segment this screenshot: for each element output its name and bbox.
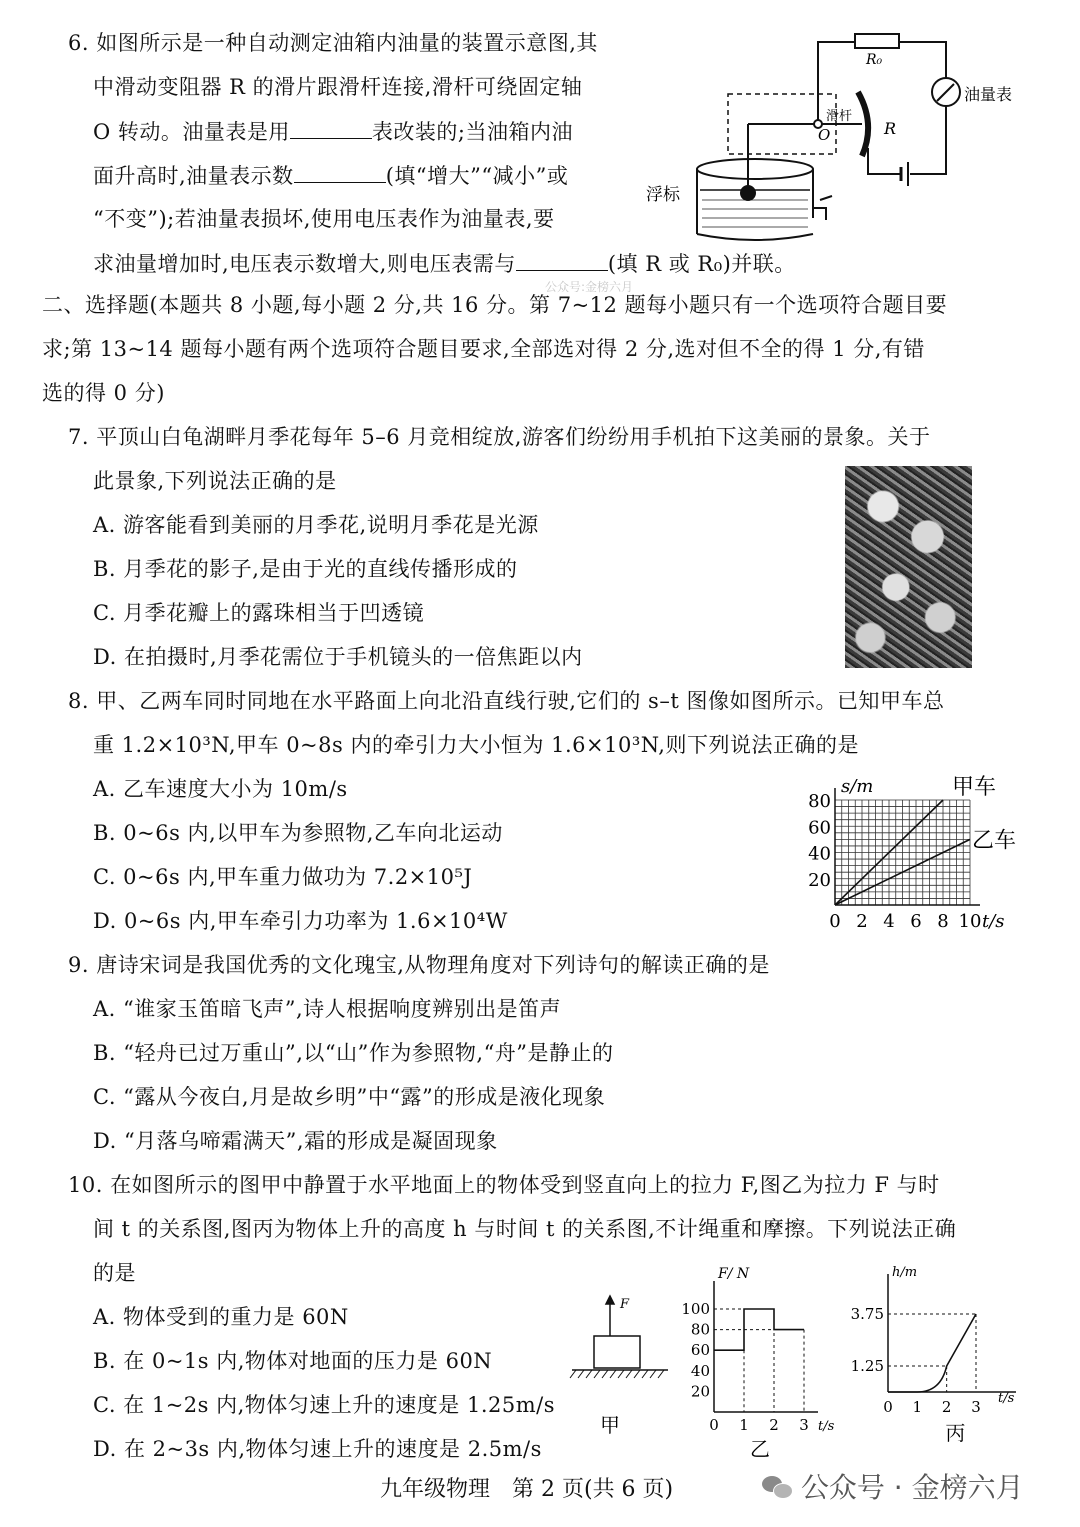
q6-line-3: O 转动。油量表是用 表改装的;当油箱内油: [93, 116, 573, 147]
x-tick-label: 2: [769, 1416, 779, 1434]
q8-option-a: A. 乙车速度大小为 10m/s: [93, 777, 348, 801]
answer-blank: [290, 116, 372, 139]
figure-bing-caption: 丙: [945, 1421, 966, 1445]
watermark-bottom: 公众号 · 金榜六月: [762, 1466, 1024, 1506]
legend-label-yi: 乙车: [972, 828, 1017, 854]
q7-option-b: B. 月季花的影子,是由于光的直线传播形成的: [93, 557, 518, 581]
q6-line-1: 6. 如图所示是一种自动测定油箱内油量的装置示意图,其: [68, 31, 598, 55]
x-tick-label: 2: [941, 1398, 952, 1416]
x-tick-label: 4: [883, 911, 895, 932]
q7-option-c: C. 月季花瓣上的露珠相当于凹透镜: [93, 601, 425, 625]
q6-line-5: “不变”);若油量表损坏,使用电压表作为油量表,要: [93, 207, 555, 231]
q6-line-4: 面升高时,油量表示数 (填“增大”“减小”或: [93, 160, 568, 191]
y-tick-label: 40: [690, 1361, 710, 1380]
x-tick-label: 2: [856, 911, 868, 932]
answer-blank: [516, 248, 608, 271]
s-t-chart: [800, 770, 1030, 940]
wechat-icon: [762, 1474, 792, 1500]
q7-stem-line-1: 7. 平顶山白龟湖畔月季花每年 5–6 月竞相绽放,游客们纷纷用手机拍下这美丽的景象。关于: [68, 425, 931, 449]
page-footer: 九年级物理 第 2 页(共 6 页): [380, 1477, 674, 1502]
q10-option-d: D. 在 2~3s 内,物体匀速上升的速度是 2.5m/s: [93, 1437, 542, 1461]
x-tick-label: 1: [912, 1398, 923, 1416]
q9-option-c: C. “露从今夜白,月是故乡明”中“露”的形成是液化现象: [93, 1085, 606, 1109]
q8-stem-line-1: 8. 甲、乙两车同时同地在水平路面上向北沿直线行驶,它们的 s–t 图像如图所示。已知甲车总: [68, 689, 945, 713]
h-t-chart: [842, 1258, 1032, 1445]
x-axis-label: t/s: [982, 911, 1005, 932]
q10-option-a: A. 物体受到的重力是 60N: [93, 1305, 349, 1329]
x-tick-label: 3: [971, 1398, 981, 1416]
q10-stem-line-3: 的是: [93, 1261, 136, 1285]
x-tick-label: 0: [709, 1416, 719, 1434]
slider-label: 滑杆: [826, 109, 853, 124]
y-tick-label: 60: [808, 817, 831, 839]
q8-option-c: C. 0~6s 内,甲车重力做功为 7.2×10⁵J: [93, 865, 473, 889]
oil-meter-label: 油量表: [964, 85, 1013, 104]
x-axis-label: t/s: [818, 1419, 835, 1434]
q6-line-6: 求油量增加时,电压表示数增大,则电压表需与 (填 R 或 R₀)并联。: [93, 248, 796, 279]
q8-option-b: B. 0~6s 内,以甲车为参照物,乙车向北运动: [93, 821, 503, 845]
x-tick-label: 0: [883, 1398, 893, 1416]
answer-blank: [294, 160, 386, 183]
y-tick-label: 20: [808, 869, 831, 891]
q8-stem-line-2: 重 1.2×10³N,甲车 0~8s 内的牵引力大小恒为 1.6×10³N,则下列说法正确的是: [93, 733, 859, 757]
q10-option-c: C. 在 1~2s 内,物体匀速上升的速度是 1.25m/s: [93, 1393, 555, 1417]
y-tick-label: 3.75: [850, 1305, 884, 1323]
y-tick-label: 80: [808, 791, 831, 812]
figure-yi-caption: 乙: [750, 1437, 770, 1461]
legend-label-jia: 甲车: [952, 775, 997, 800]
x-tick-label: 1: [739, 1416, 749, 1434]
y-axis-label: h/m: [892, 1265, 918, 1280]
section2-heading-line-1: 二、选择题(本题共 8 小题,每小题 2 分,共 16 分。第 7~12 题每小题只有一个选项符合题目要: [42, 293, 948, 317]
pivot-o-label: O: [818, 126, 831, 144]
y-axis-label: s/m: [841, 776, 874, 797]
y-tick-label: 100: [681, 1300, 710, 1318]
y-tick-label: 40: [808, 843, 831, 865]
float-label: 浮标: [646, 185, 680, 205]
y-tick-label: 1.25: [850, 1357, 884, 1375]
q9-option-d: D. “月落乌啼霜满天”,霜的形成是凝固现象: [93, 1129, 498, 1153]
q10-stem-line-1: 10. 在如图所示的图甲中静置于水平地面上的物体受到竖直向上的拉力 F,图乙为拉力 F 与时: [68, 1173, 940, 1197]
q9-option-a: A. “谁家玉笛暗飞声”,诗人根据响度辨别出是笛声: [93, 997, 562, 1021]
x-tick-label: 8: [937, 911, 949, 932]
f-t-chart: [680, 1262, 850, 1461]
x-tick-label: 0: [829, 911, 841, 932]
q9-stem: 9. 唐诗宋词是我国优秀的文化瑰宝,从物理角度对下列诗句的解读正确的是: [68, 953, 770, 977]
figure-jia-caption: 甲: [600, 1413, 620, 1437]
r0-label: R₀: [866, 52, 883, 68]
y-tick-label: 80: [690, 1320, 710, 1339]
q6-line-2: 中滑动变阻器 R 的滑片跟滑杆连接,滑杆可绕固定轴: [93, 75, 583, 99]
q7-option-a: A. 游客能看到美丽的月季花,说明月季花是光源: [93, 513, 539, 537]
y-tick-label: 60: [690, 1341, 710, 1360]
section2-heading-line-3: 选的得 0 分): [42, 381, 165, 405]
q9-option-b: B. “轻舟已过万重山”,以“山”作为参照物,“舟”是静止的: [93, 1041, 614, 1065]
y-axis-label: F/ N: [718, 1266, 750, 1282]
force-f-label: F: [620, 1297, 630, 1312]
oil-gauge-circuit-diagram: [640, 28, 1040, 248]
figure-jia-block: [568, 1290, 678, 1440]
x-tick-label: 6: [910, 911, 922, 932]
series-line: [888, 1314, 976, 1392]
x-tick-label: 10: [958, 911, 982, 932]
rheostat-r-label: R: [884, 119, 897, 138]
q10-stem-line-2: 间 t 的关系图,图丙为物体上升的高度 h 与时间 t 的关系图,不计绳重和摩擦。下列说法正确: [93, 1217, 957, 1241]
x-tick-label: 3: [799, 1416, 809, 1434]
x-axis-label: t/s: [998, 1391, 1015, 1406]
q7-stem-line-2: 此景象,下列说法正确的是: [93, 469, 337, 493]
q7-option-d: D. 在拍摄时,月季花需位于手机镜头的一倍焦距以内: [93, 645, 583, 669]
section2-heading-line-2: 求;第 13~14 题每小题有两个选项符合题目要求,全部选对得 2 分,选对但不全的得 1 分,有错: [42, 337, 925, 361]
watermark-top: 公众号:金榜六月: [545, 280, 634, 294]
q10-option-b: B. 在 0~1s 内,物体对地面的压力是 60N: [93, 1349, 493, 1373]
q8-option-d: D. 0~6s 内,甲车牵引力功率为 1.6×10⁴W: [93, 909, 508, 933]
rose-photo: [845, 466, 972, 668]
y-tick-label: 20: [690, 1382, 710, 1401]
